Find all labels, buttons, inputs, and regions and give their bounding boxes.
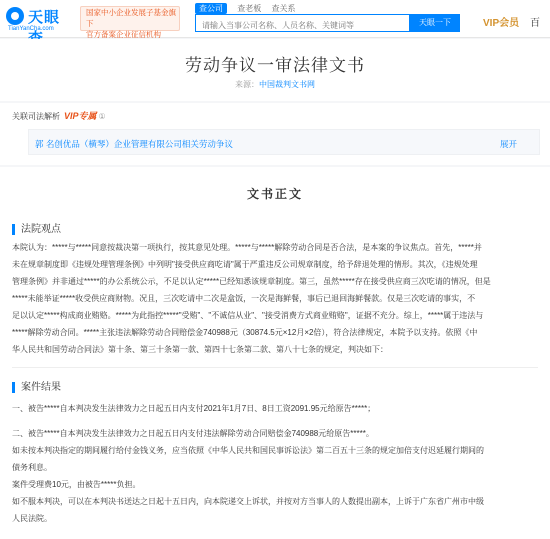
court-opinion-line: 足以认定*****构成商业贿赂。*****为此指控*****"受贿"、"不诚信从业"、"接受消费方式商业贿赂"，证据不充分。综上，*****属于违法与: [12, 311, 484, 320]
tab-boss[interactable]: 查老板: [237, 4, 262, 13]
search-tabs: [195, 3, 303, 14]
page-title: 劳动争议一审法律文书: [185, 56, 365, 75]
vip-member-link[interactable]: VIP会员: [483, 18, 520, 29]
search-box: [195, 14, 410, 32]
case-result-line: 如不服本判决，可以在本判决书送达之日起十五日内，向本院递交上诉状，并按对方当事人的人数提出副本，上诉于广东省广州市中级: [12, 497, 484, 506]
section-divider: [12, 367, 538, 368]
tianyancha-logo[interactable]: [6, 5, 74, 33]
search-input[interactable]: [196, 18, 409, 34]
court-opinion-line: *****解除劳动合同。*****主张违法解除劳动合同赔偿金740988元（30874.5元×12月×2倍），符合法律规定，本院予以支持。依照《中: [12, 328, 478, 337]
baidu-link[interactable]: 百: [530, 18, 540, 29]
case-result-line: 人民法院。: [12, 514, 52, 523]
info-icon[interactable]: ①: [98, 112, 106, 121]
case-result-line: 债务利息。: [12, 463, 52, 472]
related-dispute-row[interactable]: [28, 129, 540, 155]
brand-domain: TianYanCha.com: [8, 26, 54, 32]
court-opinion-line: *****未能举证*****收受供应商财物。况且，三次吃请中二次是盒饭，一次是海鲜餐，事后已退回海鲜餐款。仅是三次吃请的事实，不: [12, 294, 476, 303]
related-dispute-text[interactable]: 郭 名创优品（横琴）企业管理有限公司相关劳动争议: [35, 139, 233, 149]
court-opinion-text: [12, 239, 538, 358]
document-source: [0, 79, 550, 90]
gov-badge-line2: 官方备案企业征信机构: [86, 30, 161, 39]
court-opinion-line: 本院认为：*****与*****同意按裁决第一项执行，按其意见处理。*****与*****解除劳动合同是否合法，是本案的争议焦点。首先，*****并: [12, 243, 482, 252]
top-navbar: [0, 0, 550, 38]
vip-exclusive-badge: VIP专属: [64, 111, 97, 121]
related-judicial-analysis: [0, 103, 550, 165]
case-result-line: 案件受理费10元，由被告*****负担。: [12, 480, 141, 489]
case-result-line: 二、被告*****自本判决发生法律效力之日起五日内支付违法解除劳动合同赔偿金740988元给原告*****。: [12, 429, 374, 438]
court-opinion-heading: 法院观点: [12, 224, 61, 235]
related-analysis-header: [12, 109, 106, 122]
expand-button[interactable]: 展开: [499, 139, 517, 149]
case-result-heading: 案件结果: [12, 382, 61, 393]
brand-name: 天眼: [28, 9, 61, 26]
court-opinion-line: 华人民共和国劳动合同法》第十条、第三十条第一款、第四十七条第二款、第八十七条的规定，判决如下：: [12, 345, 388, 354]
document-body: [0, 167, 550, 539]
document-header: [0, 39, 550, 101]
line-spacer: [12, 417, 538, 425]
tab-relation[interactable]: 查关系: [271, 4, 296, 13]
tab-company[interactable]: 查公司: [195, 3, 227, 14]
court-opinion-line: 未在规章制度即《违规处理管理条例》中列明"接受供应商吃请"属于严重违反公司规章制度，给予辞退处理的情形。其次，《违规处理: [12, 260, 478, 269]
gov-badge-line1: 国家中小企业发展子基金旗下: [86, 8, 176, 28]
related-analysis-label: 关联司法解析: [12, 112, 60, 121]
source-link[interactable]: 中国裁判文书网: [259, 80, 315, 89]
case-result-line: 如未按本判决指定的期间履行给付金钱义务，应当依照《中华人民共和国民事诉讼法》第二百五十三条的规定加倍支付迟延履行期间的: [12, 446, 484, 455]
eye-logo-icon: [6, 7, 24, 25]
court-opinion-line: 管理条例》并非通过*****的办公系统公示，不足以认定*****已经知悉该规章制度。第三，虽然*****存在接受供应商三次吃请的情况，但是: [12, 277, 491, 286]
case-result-line: 一、被告*****自本判决发生法律效力之日起五日内支付2021年1月7日、8日工资2091.95元给原告*****；: [12, 404, 376, 413]
source-prefix: 来源：: [235, 80, 259, 89]
search-button[interactable]: 天眼一下: [410, 14, 460, 32]
section-title: 文书正文: [246, 187, 303, 201]
gov-certification-badge: [80, 6, 180, 39]
case-result-text: [12, 400, 538, 527]
